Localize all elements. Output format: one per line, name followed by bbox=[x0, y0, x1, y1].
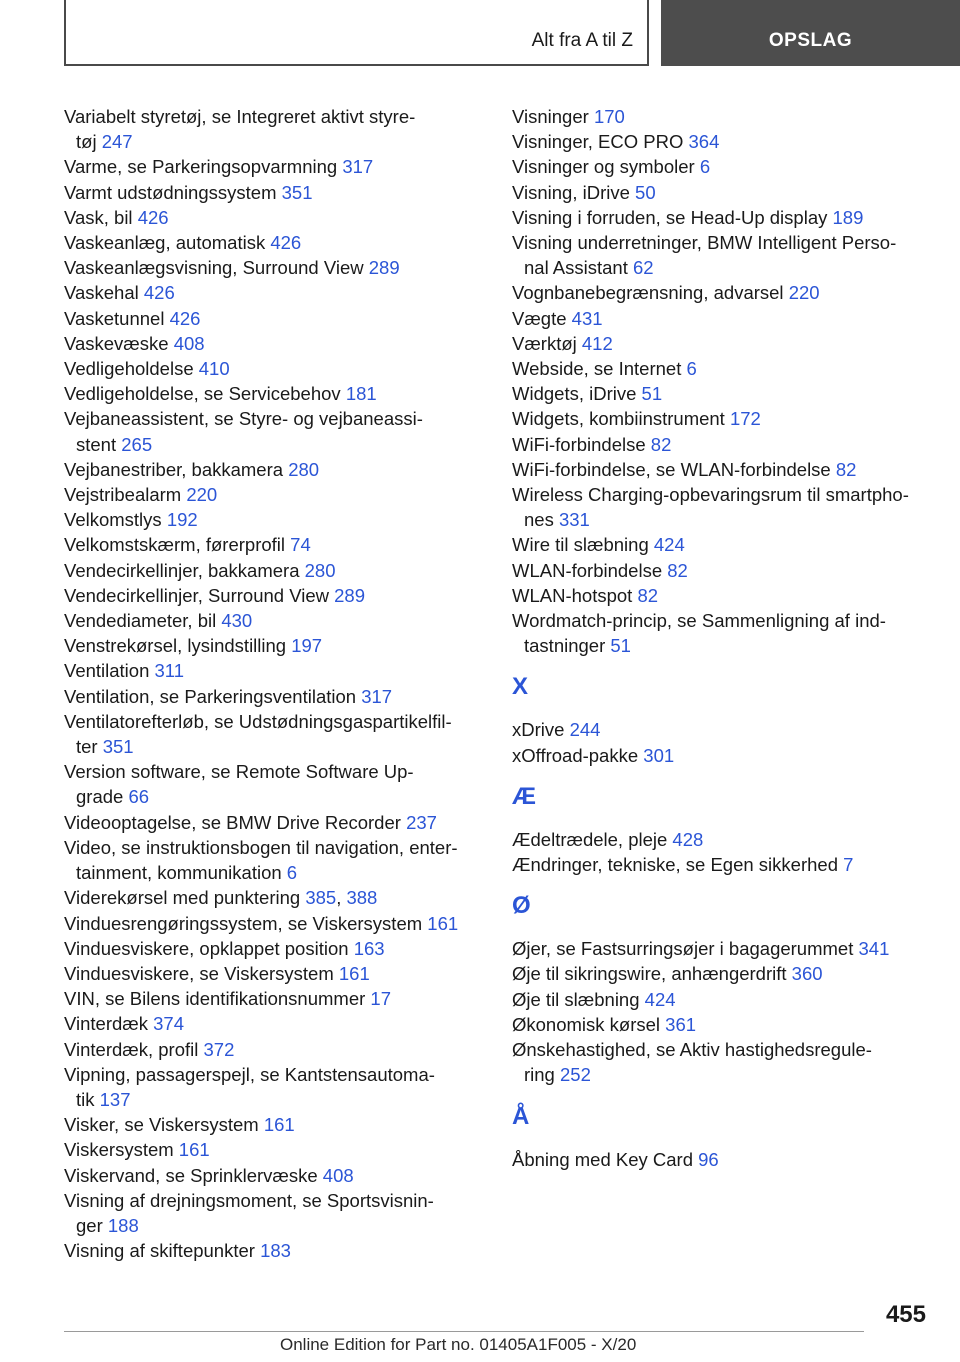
page-ref-link[interactable]: 82 bbox=[637, 584, 659, 606]
index-entry-text: Variabelt styretøj, se Integreret aktivt styre- bbox=[64, 106, 416, 127]
page-ref-link[interactable]: 351 bbox=[281, 181, 313, 203]
index-entry-text: Visning i forruden, se Head-Up display bbox=[512, 206, 828, 228]
page-ref-link[interactable]: 372 bbox=[203, 1038, 235, 1060]
page-ref-link[interactable]: 17 bbox=[370, 988, 391, 1010]
index-entry-text: Visning underretninger, BMW Intelligent Perso- bbox=[512, 232, 897, 254]
page-ref-link[interactable]: 428 bbox=[672, 828, 704, 850]
index-entry-text: ger bbox=[76, 1214, 103, 1236]
index-entry bbox=[512, 961, 942, 986]
index-entry-text: Visning af skiftepunkter bbox=[64, 1240, 255, 1262]
page-ref-link[interactable]: 51 bbox=[641, 383, 663, 405]
index-entry-text: Visning, iDrive bbox=[512, 181, 630, 203]
index-entry-text: Vejbanestriber, bakkamera bbox=[64, 458, 284, 480]
index-entry-text: Velkomstlys bbox=[64, 509, 162, 531]
index-entry-text: Venstrekørsel, lysindstilling bbox=[64, 635, 287, 657]
page-ref-link[interactable]: 280 bbox=[288, 458, 320, 480]
index-entry-text: Vejstribealarm bbox=[64, 484, 182, 506]
index-entry-text: Velkomstskærm, førerprofil bbox=[64, 534, 286, 556]
page-ref-link[interactable]: 361 bbox=[665, 1013, 697, 1035]
page-ref-link[interactable]: 137 bbox=[99, 1088, 131, 1110]
page-ref-link[interactable]: 341 bbox=[858, 938, 890, 960]
index-entry bbox=[64, 936, 484, 961]
page-ref-link[interactable]: 6 bbox=[286, 862, 298, 884]
index-entry-text: Ønskehastighed, se Aktiv hastighedsregule- bbox=[512, 1039, 872, 1061]
index-entry bbox=[512, 129, 942, 154]
index-entry bbox=[512, 331, 942, 356]
index-entry-text: Øje til slæbning bbox=[512, 988, 640, 1010]
index-entry-text: VIN, se Bilens identifikationsnummer bbox=[64, 988, 366, 1010]
index-letter-heading: Å bbox=[512, 1102, 530, 1130]
page-number: 455 bbox=[885, 1301, 926, 1328]
page-ref-link[interactable]: 424 bbox=[644, 988, 676, 1010]
index-entry bbox=[512, 432, 942, 457]
index-entry bbox=[64, 633, 484, 658]
index-entry-text: Vipning, passagerspejl, se Kantstensautoma- bbox=[64, 1063, 435, 1085]
index-entry bbox=[512, 558, 942, 583]
index-entry-text: Vaskeanlægsvisning, Surround View bbox=[64, 257, 364, 279]
index-entry bbox=[512, 356, 942, 381]
index-entry-text: Vinterdæk bbox=[64, 1013, 148, 1035]
index-entry bbox=[64, 205, 484, 230]
index-entry-text: Vejbaneassistent, se Styre- og vejbaneassi- bbox=[64, 408, 423, 430]
page-ref-link[interactable]: 430 bbox=[221, 610, 253, 632]
index-entry-text: Ventilation, se Parkeringsventilation bbox=[64, 685, 357, 707]
index-entry-text: Vognbanebegrænsning, advarsel bbox=[512, 282, 784, 304]
page-ref-link[interactable]: 408 bbox=[322, 1164, 354, 1186]
page-ref-link[interactable]: 280 bbox=[304, 559, 336, 581]
index-entry-text: Webside, se Internet bbox=[512, 358, 682, 380]
index-entry-text: Widgets, kombiinstrument bbox=[512, 408, 725, 430]
index-entry-text: Wireless Charging-opbevaringsrum til smartpho- bbox=[512, 484, 909, 506]
page-ref-link[interactable]: 374 bbox=[153, 1013, 184, 1035]
index-entry bbox=[64, 1062, 484, 1112]
index-entry-text: nal Assistant bbox=[524, 257, 628, 279]
page-ref-link[interactable]: 289 bbox=[334, 584, 365, 606]
index-entry-text: tik bbox=[76, 1088, 95, 1110]
page-ref-link[interactable]: 82 bbox=[667, 559, 688, 581]
index-entry bbox=[64, 331, 484, 356]
page-ref-link[interactable]: 161 bbox=[338, 962, 370, 984]
page-ref-link[interactable]: 82 bbox=[835, 458, 857, 480]
index-entry-text: Visning af drejningsmoment, se Sportsvisnin- bbox=[64, 1189, 434, 1211]
index-entry bbox=[512, 1147, 942, 1172]
index-entry bbox=[64, 1112, 484, 1137]
index-entry-text: Vinduesviskere, opklappet position bbox=[64, 937, 349, 959]
index-entry bbox=[64, 961, 484, 986]
index-entry bbox=[64, 306, 484, 331]
index-entry-text: Ændringer, tekniske, se Egen sikkerhed bbox=[512, 854, 838, 876]
index-entry bbox=[64, 558, 484, 583]
index-entry bbox=[64, 154, 484, 179]
page-ref-link[interactable]: 161 bbox=[263, 1114, 295, 1136]
index-entry bbox=[64, 280, 484, 305]
index-letter-heading: X bbox=[512, 673, 529, 701]
index-entry bbox=[512, 230, 942, 280]
page-ref-link[interactable]: 388 bbox=[346, 887, 378, 909]
index-entry bbox=[64, 1137, 484, 1162]
page-ref-link[interactable]: 360 bbox=[791, 963, 823, 985]
page-ref-link[interactable]: 331 bbox=[558, 509, 590, 531]
index-entry-text: WLAN-hotspot bbox=[512, 584, 633, 606]
page-ref-link[interactable]: 161 bbox=[427, 912, 459, 934]
index-entry bbox=[64, 255, 484, 280]
page-ref-link[interactable]: 192 bbox=[166, 509, 198, 531]
page-ref-link[interactable]: 244 bbox=[569, 719, 601, 741]
index-entry bbox=[512, 743, 942, 768]
index-entry bbox=[64, 810, 484, 835]
index-entry-text: Ventilation bbox=[64, 660, 150, 682]
index-entry bbox=[64, 482, 484, 507]
page-ref-link[interactable]: 62 bbox=[633, 257, 654, 279]
index-entry bbox=[64, 230, 484, 255]
index-entry bbox=[512, 180, 942, 205]
page-ref-link[interactable]: 183 bbox=[260, 1240, 291, 1262]
index-entry bbox=[512, 936, 942, 961]
page-ref-link[interactable]: 385 bbox=[305, 887, 337, 909]
page-ref-link[interactable]: 247 bbox=[101, 131, 133, 153]
index-column-left bbox=[64, 104, 484, 1263]
index-entry bbox=[512, 205, 942, 230]
index-entry bbox=[64, 835, 484, 885]
index-entry bbox=[64, 583, 484, 608]
index-entry bbox=[512, 827, 942, 852]
index-entry bbox=[64, 709, 484, 759]
index-entry bbox=[64, 986, 484, 1011]
index-entry-text: tøj bbox=[76, 131, 97, 153]
index-entry-text: Vedligeholdelse bbox=[64, 358, 194, 380]
page-ref-link[interactable]: 189 bbox=[832, 206, 864, 228]
index-entry-text: Videooptagelse, se BMW Drive Recorder bbox=[64, 811, 401, 833]
page-ref-link[interactable]: 426 bbox=[169, 307, 201, 329]
index-entry bbox=[64, 507, 484, 532]
index-letter-heading: Ø bbox=[512, 892, 531, 920]
index-entry bbox=[512, 154, 942, 179]
index-entry bbox=[512, 482, 942, 532]
index-entry bbox=[64, 1037, 484, 1062]
page-ref-link[interactable]: 170 bbox=[593, 106, 625, 127]
page-ref-link[interactable]: 197 bbox=[291, 635, 323, 657]
page-ref-link[interactable]: 431 bbox=[571, 307, 603, 329]
page-ref-link[interactable]: 161 bbox=[178, 1139, 210, 1161]
page-ref-link[interactable]: 172 bbox=[729, 408, 761, 430]
index-entry-text: xOffroad-pakke bbox=[512, 744, 639, 766]
index-entry-text: Vægte bbox=[512, 307, 567, 329]
page-ref-link[interactable]: 317 bbox=[361, 685, 393, 707]
page-ref-link[interactable]: 301 bbox=[643, 744, 675, 766]
index-entry bbox=[64, 532, 484, 557]
index-entry-text: Vaskevæske bbox=[64, 332, 169, 354]
index-entry-text: Viderekørsel med punktering bbox=[64, 887, 301, 909]
index-entry-text: Vendediameter, bil bbox=[64, 610, 217, 632]
page-ref-link[interactable]: 50 bbox=[635, 181, 656, 203]
index-entry bbox=[64, 608, 484, 633]
index-entry-text: Værktøj bbox=[512, 332, 577, 354]
page-ref-link[interactable]: 66 bbox=[128, 786, 150, 808]
index-entry bbox=[512, 457, 942, 482]
index-entry bbox=[512, 306, 942, 331]
page-ref-link[interactable]: 289 bbox=[368, 257, 400, 279]
page-ref-link[interactable]: 351 bbox=[102, 736, 134, 758]
page-ref-link[interactable]: 96 bbox=[698, 1148, 719, 1170]
index-entry bbox=[512, 280, 942, 305]
page-ref-link[interactable]: 426 bbox=[143, 282, 175, 304]
index-entry bbox=[64, 180, 484, 205]
page-ref-link[interactable]: 82 bbox=[650, 433, 672, 455]
index-entry bbox=[64, 457, 484, 482]
index-entry bbox=[512, 852, 942, 877]
index-entry bbox=[512, 608, 942, 658]
index-entry-text: Varmt udstødningssystem bbox=[64, 181, 277, 203]
index-column-right bbox=[512, 104, 942, 1172]
page-ref-link[interactable]: 7 bbox=[843, 854, 854, 876]
index-entry-text: Økonomisk kørsel bbox=[512, 1013, 661, 1035]
index-entry-text: Øje til sikringswire, anhængerdrift bbox=[512, 963, 787, 985]
index-entry-text: Vaskehal bbox=[64, 282, 139, 304]
page-ref-link[interactable]: 317 bbox=[342, 156, 374, 178]
index-entry bbox=[512, 1012, 942, 1037]
page-ref-link[interactable]: 237 bbox=[406, 811, 437, 833]
index-entry-text: Vedligeholdelse, se Servicebehov bbox=[64, 383, 341, 405]
index-entry-text: Visninger, ECO PRO bbox=[512, 131, 684, 153]
index-entry-text: nes bbox=[524, 509, 554, 531]
index-entry-text: Vaskeanlæg, automatisk bbox=[64, 232, 266, 254]
index-entry bbox=[64, 911, 484, 936]
index-entry bbox=[64, 406, 484, 456]
header-tab-label: OPSLAG bbox=[768, 30, 853, 51]
index-entry bbox=[64, 684, 484, 709]
index-entry-text: Wire til slæbning bbox=[512, 534, 649, 556]
index-entry-text: WiFi-forbindelse, se WLAN-forbindelse bbox=[512, 458, 831, 480]
index-entry-text: Vasketunnel bbox=[64, 307, 165, 329]
index-entry bbox=[512, 987, 942, 1012]
page-ref-link[interactable]: 426 bbox=[137, 206, 169, 228]
index-entry-text: stent bbox=[76, 433, 117, 455]
index-entry-text: Øjer, se Fastsurringsøjer i bagagerummet bbox=[512, 938, 854, 960]
index-entry-text: Visninger og symboler bbox=[512, 156, 695, 178]
index-entry-text: Visninger bbox=[512, 106, 589, 127]
page-ref-link[interactable]: 364 bbox=[688, 131, 720, 153]
page-ref-link[interactable]: 220 bbox=[186, 484, 218, 506]
index-entry-text: tastninger bbox=[524, 635, 606, 657]
index-entry bbox=[512, 1037, 942, 1087]
index-entry-text: WLAN-forbindelse bbox=[512, 559, 663, 581]
page-ref-link[interactable]: 74 bbox=[290, 534, 311, 556]
index-entry: Viderekørsel med punktering 385, 388 bbox=[64, 887, 378, 909]
index-entry bbox=[64, 381, 484, 406]
index-entry-text: Åbning med Key Card bbox=[512, 1148, 693, 1170]
index-entry-text: Vinduesrengøringssystem, se Viskersystem bbox=[64, 912, 423, 934]
page-ref-link[interactable]: 181 bbox=[345, 383, 377, 405]
index-entry bbox=[512, 717, 942, 742]
page-ref-link[interactable]: 220 bbox=[788, 282, 820, 304]
index-entry bbox=[64, 658, 484, 683]
index-entry-text: xDrive bbox=[512, 719, 565, 741]
header-title-box bbox=[64, 0, 649, 66]
index-entry-text: Vendecirkellinjer, Surround View bbox=[64, 584, 329, 606]
index-entry-text: Vask, bil bbox=[64, 206, 133, 228]
index-entry-text: Viskersystem bbox=[64, 1139, 174, 1161]
page-ref-link[interactable]: 412 bbox=[581, 332, 613, 354]
index-entry-text: ter bbox=[76, 736, 98, 758]
page-ref-link[interactable]: 163 bbox=[353, 937, 385, 959]
index-entry-text: Video, se instruktionsbogen til navigation, enter- bbox=[64, 836, 458, 858]
page-ref-link[interactable]: 6 bbox=[699, 156, 711, 178]
page-ref-link[interactable]: 424 bbox=[653, 534, 685, 556]
index-entry bbox=[512, 104, 942, 129]
index-entry-text: tainment, kommunikation bbox=[76, 862, 282, 884]
page-ref-link[interactable]: 51 bbox=[610, 635, 631, 657]
index-entry bbox=[64, 1163, 484, 1188]
footer-divider bbox=[64, 1331, 864, 1332]
index-entry bbox=[512, 583, 942, 608]
index-entry-text: Ædeltrædele, pleje bbox=[512, 828, 668, 850]
index-entry-text: grade bbox=[76, 786, 124, 808]
index-entry-text: Vendecirkellinjer, bakkamera bbox=[64, 559, 300, 581]
index-entry-text: Viskervand, se Sprinklervæske bbox=[64, 1164, 318, 1186]
footer-edition-text: Online Edition for Part no. 01405A1F005 - X/20 bbox=[280, 1335, 637, 1354]
page-ref-link[interactable]: 410 bbox=[198, 358, 230, 380]
index-entry bbox=[512, 406, 942, 431]
index-entry bbox=[64, 1238, 484, 1263]
index-entry bbox=[64, 759, 484, 809]
index-entry-text: Vinterdæk, profil bbox=[64, 1038, 199, 1060]
header-tab[interactable] bbox=[661, 0, 960, 66]
index-entry-text: Widgets, iDrive bbox=[512, 383, 637, 405]
index-entry-text: Vinduesviskere, se Viskersystem bbox=[64, 962, 334, 984]
index-entry-text: Ventilatorefterløb, se Udstødningsgaspartikelfil- bbox=[64, 710, 452, 732]
index-entry-text: Varme, se Parkeringsopvarmning bbox=[64, 156, 338, 178]
page-ref-link[interactable]: 188 bbox=[107, 1214, 139, 1236]
index-entry-text: WiFi-forbindelse bbox=[512, 433, 646, 455]
index-entry bbox=[64, 104, 484, 154]
index-entry bbox=[64, 356, 484, 381]
section-title: Alt fra A til Z bbox=[531, 30, 633, 51]
page-ref-link[interactable]: 252 bbox=[560, 1064, 591, 1086]
index-letter-heading: Æ bbox=[512, 782, 536, 810]
index-entry bbox=[64, 1011, 484, 1036]
page-ref-link[interactable]: 311 bbox=[154, 660, 185, 682]
index-entry bbox=[512, 381, 942, 406]
page-ref-link[interactable]: 426 bbox=[270, 232, 302, 254]
index-entry-text: Version software, se Remote Software Up- bbox=[64, 761, 414, 783]
page-ref-link[interactable]: 265 bbox=[121, 433, 153, 455]
index-entry-text: ring bbox=[524, 1064, 555, 1086]
page-ref-link[interactable]: 6 bbox=[686, 358, 697, 380]
page-ref-link[interactable]: 408 bbox=[173, 332, 205, 354]
index-entry bbox=[64, 1188, 484, 1238]
index-entry-text: Visker, se Viskersystem bbox=[64, 1114, 259, 1136]
index-entry-text: Wordmatch-princip, se Sammenligning af ind- bbox=[512, 610, 886, 632]
index-entry bbox=[512, 532, 942, 557]
